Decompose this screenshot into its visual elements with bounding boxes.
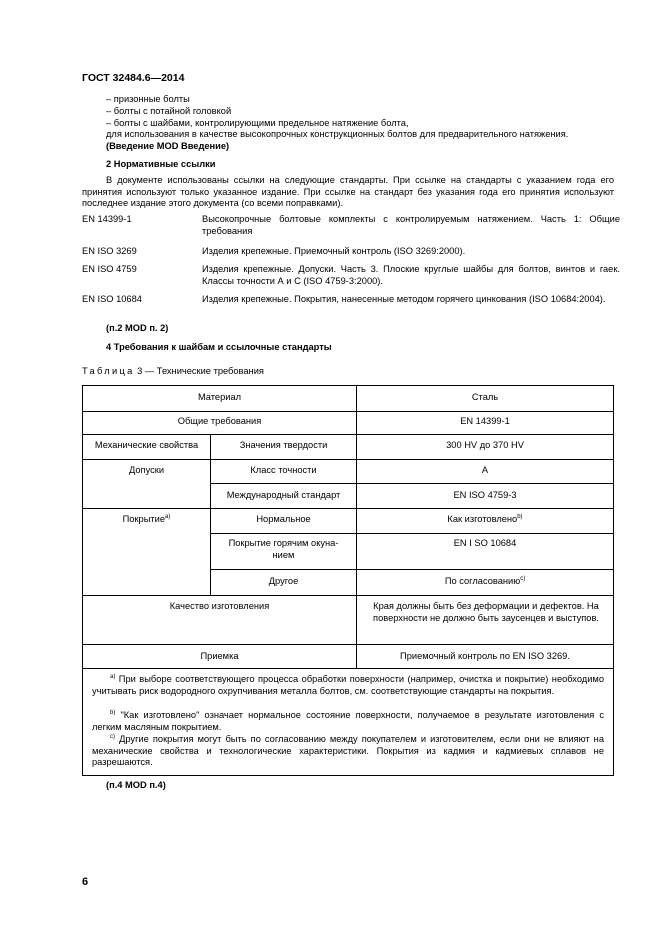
- row-value-hot-dip: EN I SO 10684: [453, 538, 517, 548]
- row-sub-hardness: Значения твердости: [239, 440, 328, 450]
- row-value-accuracy-class: A: [481, 465, 489, 475]
- row-sub-hot-dip: Покрытие горячим окуна-нием: [228, 538, 339, 560]
- footnote-ref: c): [520, 576, 526, 582]
- footnote-ref: а): [165, 514, 171, 520]
- reference-code: EN ISO 3269: [82, 246, 137, 256]
- footnote-text: Другие покрытия могут быть по согласованию между покупателем и изготовителем, если они не влияют на механические свойства и технологические характеристики. Покрытия из кадмия и кадмиевых сплавов не разрешаются.: [92, 734, 604, 767]
- reference-description: Изделия крепежные. Покрытия, нанесенные методом горячего цинкования (ISO 10684:2004).: [202, 294, 606, 304]
- intro-line: для использования в качестве высокопрочных конструкционных болтов для предварительного натяжения.: [106, 129, 569, 139]
- row-label-coating: [83, 514, 210, 526]
- section-note: (п.4 MOD п.4): [106, 780, 166, 790]
- row-sub-other: Другое: [268, 576, 299, 586]
- row-label-general: Общие требования: [177, 416, 262, 426]
- footnote-mark: а): [110, 674, 116, 680]
- intro-list-item: – призонные болты: [106, 94, 190, 104]
- table-caption-title: 3 — Технические требования: [137, 366, 264, 376]
- row-sub-normal: Нормальное: [256, 514, 311, 524]
- column-header-steel: Сталь: [471, 392, 499, 402]
- reference-code: EN ISO 4759: [82, 264, 137, 274]
- row-label-acceptance: Приемка: [200, 651, 239, 661]
- footnote-mark: c): [110, 734, 115, 740]
- footnote-ref: b): [517, 514, 523, 520]
- intro-list-item: – болты с потайной головкой: [106, 106, 232, 116]
- table-footnote: [92, 734, 604, 769]
- intro-note: (Введение MOD Введение): [106, 141, 230, 151]
- row-label-tolerances: Допуски: [128, 465, 165, 475]
- footnote-text: "Как изготовлено" означает нормальное состояние поверхности, получаемое в результате изготовления с легким масляным покрытием.: [92, 710, 604, 732]
- row-sub-accuracy-class: Класс точности: [250, 465, 317, 475]
- section-note: (п.2 MOD п. 2): [106, 323, 169, 333]
- row-value-hardness: 300 HV до 370 HV: [446, 440, 524, 450]
- reference-code: EN ISO 10684: [82, 294, 142, 304]
- footnote-mark: b): [110, 710, 116, 716]
- reference-code: EN 14399-1: [82, 214, 132, 224]
- row-value-other: [357, 576, 613, 588]
- reference-description: Высокопрочные болтовые комплекты с контролируемым натяжением. Часть 1: Общие требования: [202, 214, 620, 236]
- document-header: ГОСТ 32484.6—2014: [82, 72, 185, 84]
- section-heading: 2 Нормативные ссылки: [106, 159, 216, 169]
- row-value-acceptance: Приемочный контроль по EN ISO 3269.: [400, 651, 570, 661]
- row-value-normal: [357, 514, 613, 526]
- row-sub-international-standard: Международный стандарт: [226, 490, 341, 500]
- row-label-quality: Качество изготовления: [169, 601, 270, 611]
- reference-description: Изделия крепежные. Допуски. Часть 3. Плоские круглые шайбы для болтов, винтов и гаек. Классы точности А и С (ISO 4759-3:2000).: [202, 264, 620, 286]
- page-number: 6: [82, 876, 89, 888]
- column-header-material: Материал: [197, 392, 242, 402]
- coating-label-text: Покрытие: [122, 514, 166, 524]
- other-value-text: По согласованию: [444, 576, 521, 586]
- section-heading: 4 Требования к шайбам и ссылочные стандарты: [106, 342, 332, 352]
- table-caption: [82, 366, 264, 378]
- intro-list-item: – болты с шайбами, контролирующими предельное натяжение болта,: [106, 118, 409, 128]
- table-footnote: [92, 674, 604, 697]
- footnote-text: При выборе соответствующего процесса обработки поверхности (например, очистка и покрытие) необходимо учитывать риск водородного охрупчивания металла болтов, см. соответствующие стандарты на покрытия.: [92, 674, 604, 696]
- row-value-international-standard: EN ISO 4759-3: [453, 490, 517, 500]
- row-value-quality: Края должны быть без деформации и дефектов. На поверхности не должно быть заусенцев и выступов.: [373, 601, 599, 623]
- row-value-general: EN 14399-1: [460, 416, 510, 426]
- reference-description: Изделия крепежные. Приемочный контроль (ISO 3269:2000).: [202, 246, 466, 256]
- normal-value-text: Как изготовлено: [447, 514, 518, 524]
- row-label-mechanical: Механические свойства: [94, 440, 199, 450]
- section-paragraph: В документе использованы ссылки на следующие стандарты. При ссылке на стандарты с указанием года его принятия используют только указанное издание. При ссылке на стандарт без указания года его принятия используют последнее издание этого документа (со всеми поправками).: [82, 175, 614, 208]
- table-footnote: [92, 710, 604, 733]
- table-caption-label: Таблица: [82, 366, 135, 376]
